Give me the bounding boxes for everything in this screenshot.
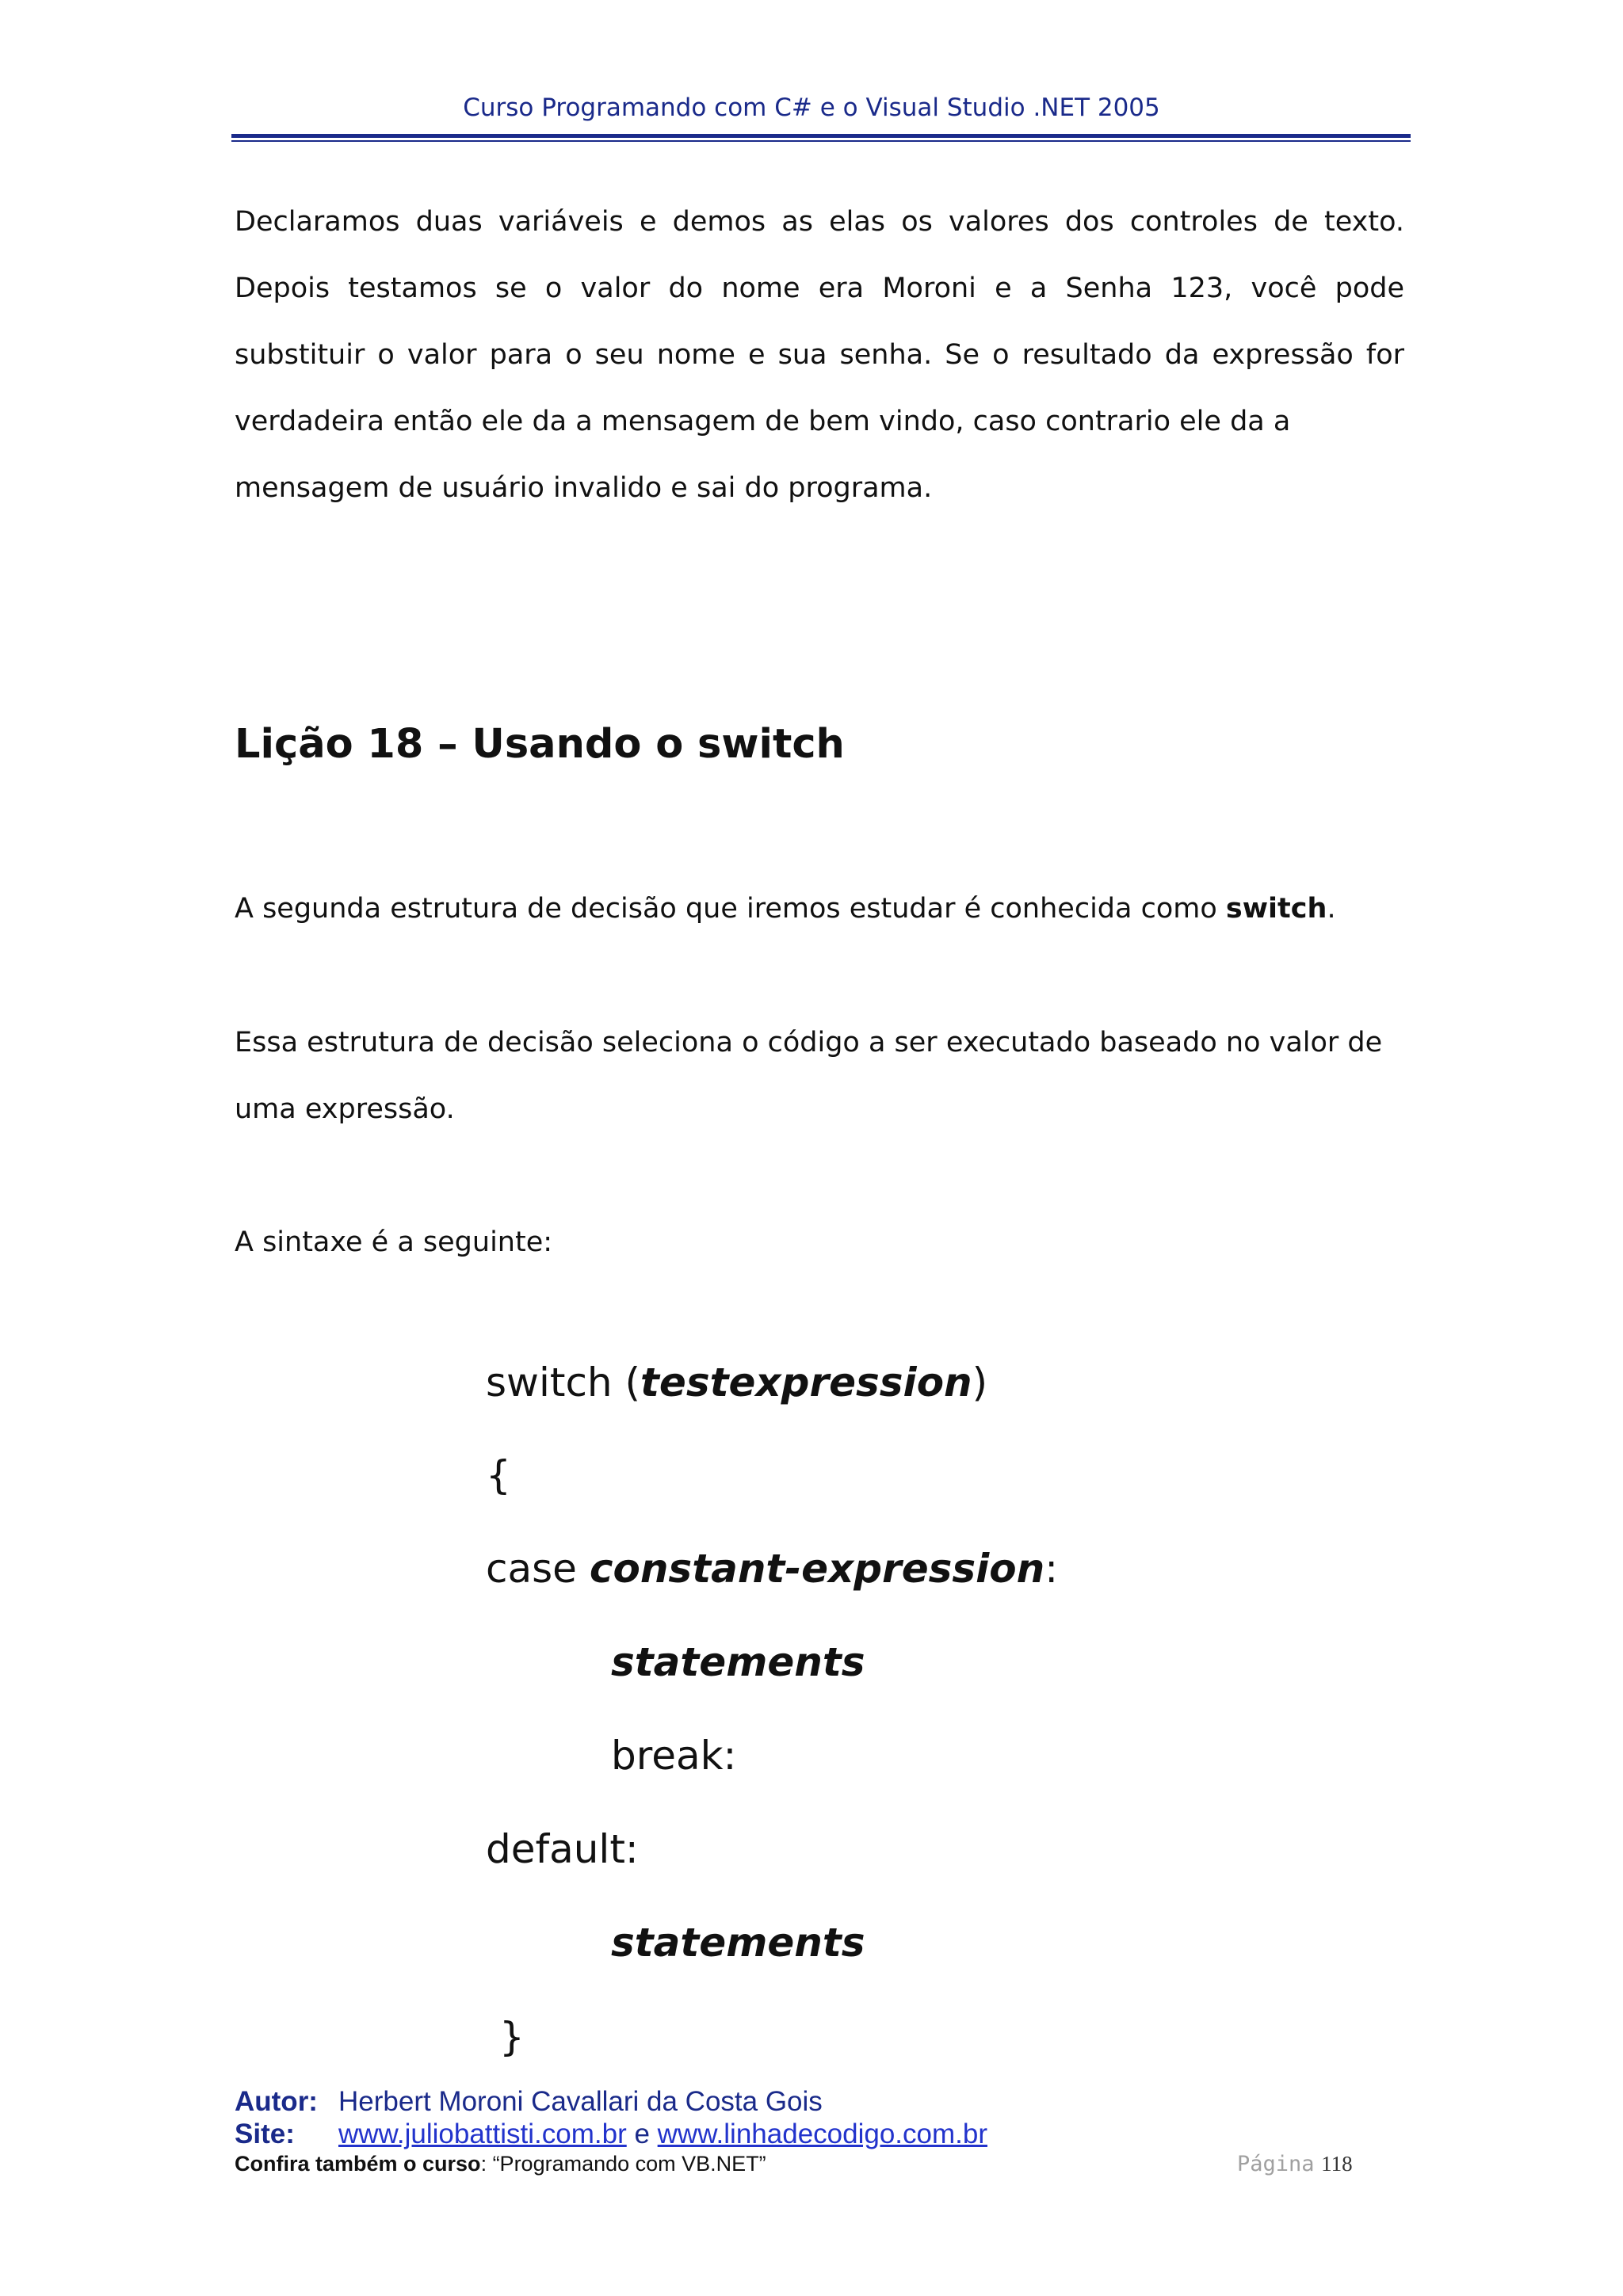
code-switch-keyword: switch ( (486, 1360, 641, 1405)
code-open-brace: { (486, 1452, 511, 1498)
footer-site (235, 2119, 987, 2150)
code-statements-case: statements (611, 1639, 865, 1685)
header-rule-thin (231, 140, 1411, 142)
paragraph-switch-description-main: Essa estrutura de decisão seleciona o código a ser executado baseado no valor de (235, 1027, 1383, 1058)
footer-also-course (235, 2152, 766, 2176)
code-close-paren: ) (972, 1360, 988, 1405)
paragraph-syntax-intro: A sintaxe é a seguinte: (235, 1226, 553, 1258)
footer-link-juliobattisti[interactable]: www.juliobattisti.com.br (338, 2119, 627, 2149)
page-number-value: 118 (1321, 2152, 1353, 2176)
footer-site-conjunction: e (626, 2119, 658, 2149)
page-number-label: Página (1237, 2152, 1315, 2176)
switch-keyword: switch (1225, 893, 1327, 925)
code-break: break: (611, 1733, 737, 1779)
page-number (1237, 2152, 1353, 2176)
code-statements-default: statements (611, 1920, 865, 1966)
code-case-keyword: case (486, 1546, 590, 1592)
code-close-brace: } (499, 2014, 525, 2060)
paragraph-switch-description (235, 1009, 1404, 1142)
code-testexpression: testexpression (640, 1360, 972, 1405)
footer-also-label: Confira também o curso (235, 2152, 481, 2176)
code-default: default: (486, 1826, 639, 1872)
footer-also-text: : “Programando com VB.NET” (480, 2152, 766, 2176)
code-constant-expression: constant-expression (589, 1546, 1045, 1592)
paragraph-variables-last-line: mensagem de usuário invalido e sai do programa. (235, 472, 933, 504)
footer-site-label: Site: (235, 2119, 295, 2149)
footer-author (235, 2086, 823, 2118)
paragraph-variables (235, 189, 1404, 521)
paragraph-switch-intro-period: . (1327, 893, 1336, 925)
footer-link-linhadecodigo[interactable]: www.linhadecodigo.com.br (657, 2119, 987, 2149)
running-header: Curso Programando com C# e o Visual Studio .NET 2005 (463, 93, 1160, 122)
lesson-heading: Lição 18 – Usando o switch (235, 721, 845, 768)
code-colon: : (1044, 1546, 1059, 1592)
paragraph-switch-description-last-line: uma expressão. (235, 1093, 455, 1125)
paragraph-switch-intro-text: A segunda estrutura de decisão que iremos estudar é conhecida como (235, 893, 1226, 925)
code-case-line (486, 1541, 1058, 1596)
paragraph-variables-main: Declaramos duas variáveis e demos as elas os valores dos controles de texto. Depois testamos se o valor do nome era Moroni e a Senha 123, você pode substituir o valor para o seu nome e sua senha. Se o resultado da expressão for verdadeira então ele da a mensagem de bem vindo, caso contrario ele da a (235, 206, 1404, 437)
footer-author-name: Herbert Moroni Cavallari da Costa Gois (338, 2086, 823, 2117)
header-rule-thick (231, 134, 1411, 138)
paragraph-switch-intro (235, 875, 1404, 942)
code-switch-line (486, 1355, 987, 1410)
footer-author-label: Autor: (235, 2086, 318, 2117)
